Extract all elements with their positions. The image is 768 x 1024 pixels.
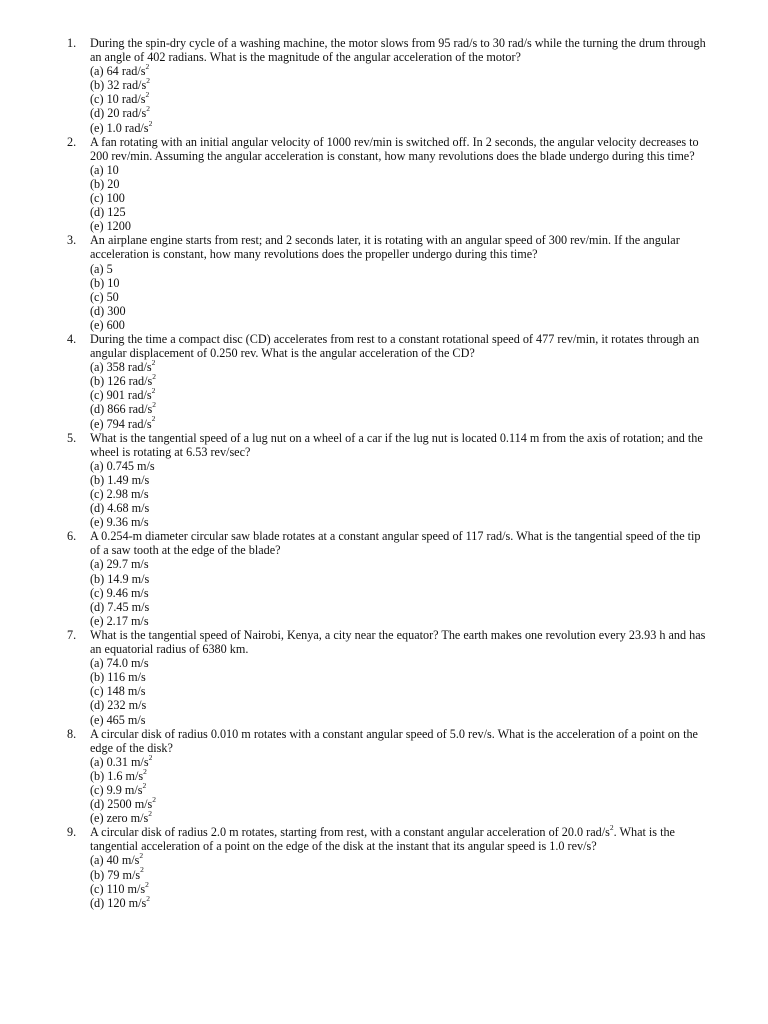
choice-label: (d) [90,106,105,121]
choice-value: 4.68 [107,501,129,516]
choice-unit-exponent: 2 [142,780,147,790]
choice-label: (e) [90,811,104,826]
choice-value: 100 [106,191,125,206]
choice-value: 116 [107,670,126,685]
answer-choices [90,163,710,233]
choice-value: 10 [106,92,119,107]
choice-label: (d) [90,895,105,910]
choice-value: 9.46 [106,585,128,600]
answer-choice [90,614,710,628]
question-5 [0,431,768,530]
choice-label: (c) [90,388,104,403]
choice-unit: rad/s [121,64,146,79]
choice-value: 20 [107,176,120,191]
question-text [90,135,710,163]
choice-value: 50 [106,289,119,304]
question-9 [0,825,768,910]
choice-label: (b) [90,571,105,586]
choice-label: (c) [90,289,104,304]
choice-label: (d) [90,797,105,812]
choice-unit: rad/s [124,120,149,135]
choice-label: (c) [90,585,104,600]
choice-label: (e) [90,120,104,135]
choice-label: (a) [90,360,104,375]
answer-choice [90,766,710,783]
answer-choices [90,262,710,332]
choice-value: 120 [107,895,126,910]
choice-value: 20 [107,106,120,121]
choice-label: (d) [90,501,105,516]
choice-unit: m/s [128,698,147,713]
choice-unit-exponent: 2 [148,809,152,819]
answer-choice [90,177,710,191]
choice-label: (a) [90,656,104,671]
choice-value: 2.98 [106,487,128,501]
choice-value: 0.745 [106,458,134,473]
answer-choice [90,600,710,614]
question-text [90,628,710,656]
answer-choice [90,163,710,177]
choice-unit: rad/s [122,106,147,121]
choice-unit-exponent: 2 [146,104,150,114]
answer-choice [90,304,710,318]
choice-value: 74.0 [106,656,128,671]
choice-label: (b) [90,768,105,783]
choice-unit: m/s [130,487,149,501]
question-6 [0,529,768,628]
question-text-body: During the spin-dry cycle of a washing machine, the motor slows from 95 rad/s to 30 rad/s while the turning the drum through an angle of 402 radians. What is the magnitude of the angular acceleration of the motor? [90,36,706,65]
answer-choices [90,459,710,529]
question-text-body: During the time a compact disc (CD) accelerates from rest to a constant rotational speed of 477 rev/min, it rotates through an angular displacement of 0.250 rev. What is the angular acceleration of the CD? [90,331,700,361]
answer-choices [90,64,710,134]
choice-value: 2.17 [106,613,128,628]
question-text [90,332,710,360]
choice-unit: m/s [121,853,140,868]
answer-choice [90,853,710,867]
choice-unit: m/s [134,797,153,812]
choice-unit: m/s [130,613,149,628]
choice-label: (c) [90,487,104,501]
choice-label: (d) [90,599,105,614]
answer-choice [90,811,710,825]
choice-value: 10 [107,275,120,290]
choice-label: (b) [90,867,105,882]
choice-unit-exponent: 2 [145,879,149,889]
answer-choice [90,780,710,797]
answer-choice [90,290,710,304]
choice-value: 901 [106,388,125,403]
answer-choice [90,106,710,120]
choice-value: 600 [106,317,125,332]
question-text-body: What is the tangential speed of Nairobi, Kenya, a city near the equator? The earth makes one revolution every 23.93 h and has an equatorial radius of 6380 km. [90,627,706,657]
question-text-body: A 0.254-m diameter circular saw blade rotates at a constant angular speed of 117 rad/s. What is the tangential speed of the tip of a saw tooth at the edge of the blade? [90,529,701,558]
question-2 [0,135,768,234]
question-text [90,431,710,459]
choice-unit-exponent: 2 [151,414,156,424]
choice-label: (d) [90,698,105,713]
choice-unit-exponent: 2 [143,766,147,776]
answer-choice [90,276,710,290]
question-text-part: . What is the tangential acceleration of a point on the edge of the disk at the instant that its angular speed is 1.0 rev/s? [90,825,675,854]
answer-choice [90,698,710,712]
answer-choice [90,501,710,515]
answer-choice [90,586,710,600]
choice-label: (c) [90,684,104,699]
choice-label: (d) [90,205,105,220]
answer-choices [90,752,710,826]
answer-choice [90,572,710,586]
choice-unit: m/s [131,599,150,614]
answer-choice [90,893,710,910]
choice-unit-exponent: 2 [152,400,157,410]
choice-unit: rad/s [122,78,147,93]
answer-choice [90,414,710,431]
answer-choice [90,92,710,106]
choice-value: 5 [106,261,113,276]
choice-value: 1200 [106,219,131,234]
choice-unit-exponent: 2 [148,752,153,762]
choice-value: 125 [107,205,126,220]
choice-label: (b) [90,670,105,685]
choice-label: (a) [90,458,104,473]
choice-value: 7.45 [107,599,129,614]
choice-label: (e) [90,219,104,234]
question-number: 9. [67,825,77,840]
question-text [90,727,710,755]
choice-unit: m/s [130,585,149,600]
answer-choice [90,205,710,219]
choice-value: 1.49 [107,472,129,487]
question-text-part: A circular disk of radius 2.0 m rotates, starting from rest, with a constant angular acceleration of 20.0 rad/s [90,825,610,840]
choice-label: (c) [90,191,104,206]
choice-unit-exponent: 2 [139,851,144,861]
choice-value: 14.9 [107,571,129,586]
answer-choice [90,487,710,501]
answer-choice [90,78,710,92]
choice-value: 148 [106,684,125,699]
choice-label: (a) [90,853,104,868]
choice-unit: rad/s [127,388,152,403]
choice-label: (c) [90,92,104,107]
choice-unit: rad/s [128,402,153,417]
choice-value: 465 [106,712,125,727]
choice-value: 2500 [107,797,132,812]
question-number: 4. [67,331,77,346]
choice-label: (b) [90,176,105,191]
choice-unit: rad/s [127,416,152,431]
choice-label: (d) [90,402,105,417]
answer-choice [90,684,710,698]
choice-unit: rad/s [121,92,146,107]
answer-choice [90,515,710,529]
choice-value: 358 [106,360,125,375]
answer-choice [90,879,710,896]
choice-unit: rad/s [128,374,153,389]
question-3 [0,233,768,332]
question-4 [0,332,768,431]
choice-value: 79 [107,867,120,882]
choice-value: 1.6 [107,768,123,783]
choice-unit: m/s [128,670,146,685]
choice-value: 29.7 [106,557,128,572]
choice-value: 64 [106,64,119,79]
answer-choice [90,797,710,811]
choice-unit: m/s [131,472,150,487]
question-text [90,529,710,557]
choice-unit-exponent: 2 [140,865,144,875]
question-number: 5. [67,430,77,445]
answer-choice [90,473,710,487]
choice-value: 32 [107,78,120,93]
answer-choice [90,118,710,135]
answer-choice [90,262,710,276]
answer-choices [90,360,710,430]
choice-unit-exponent: 2 [145,90,150,100]
choice-unit-exponent: 2 [145,62,150,72]
question-text-body: What is the tangential speed of a lug nut on a wheel of a car if the lug nut is located 0.114 m from the axis of rotation; and the wheel is rotating at 6.53 rev/sec? [90,430,703,459]
choice-unit-exponent: 2 [148,118,153,128]
choice-unit-exponent: 2 [152,372,157,382]
choice-label: (a) [90,754,104,769]
question-text-body: An airplane engine starts from rest; and 2 seconds later, it is rotating with an angular speed of 300 rev/min. If the angular acceleration is constant, how many revolutions does the propeller undergo during this time? [90,233,680,262]
choice-label: (e) [90,515,104,530]
choice-unit: m/s [130,656,149,671]
answer-choice [90,360,710,374]
choice-value: zero [106,811,128,826]
choice-label: (c) [90,782,104,797]
choice-unit-exponent: 2 [152,795,157,804]
question-number: 8. [67,726,77,741]
answer-choice [90,656,710,670]
choice-value: 232 [107,698,126,713]
choice-unit: m/s [130,515,149,530]
answer-choice [90,459,710,473]
choice-unit: rad/s [127,360,152,375]
choice-value: 126 [107,374,126,389]
choice-label: (e) [90,317,104,332]
choice-label: (b) [90,78,105,93]
answer-choice [90,713,710,727]
choice-unit: m/s [127,712,146,727]
choice-unit: m/s [130,754,149,769]
question-number: 6. [67,529,77,544]
question-text [90,825,710,853]
choice-label: (e) [90,416,104,431]
choice-unit: m/s [124,782,143,797]
choice-value: 9.36 [106,515,128,530]
choice-label: (a) [90,557,104,572]
choice-unit-exponent: 2 [146,893,150,903]
choice-unit-exponent: 2 [146,76,150,86]
choice-label: (a) [90,162,104,177]
choice-unit-exponent: 2 [151,358,156,368]
choice-label: (b) [90,472,105,487]
choice-value: 794 [106,416,125,431]
question-list [0,36,768,910]
choice-unit: m/s [128,895,147,910]
choice-unit: m/s [127,881,146,896]
choice-label: (c) [90,881,104,896]
choice-label: (a) [90,64,104,79]
question-number: 1. [67,36,77,50]
answer-choices [90,557,710,627]
choice-value: 40 [106,853,119,868]
answer-choice [90,374,710,388]
choice-value: 0.31 [106,754,128,769]
choice-label: (d) [90,303,105,318]
question-text-body: A circular disk of radius 0.010 m rotates with a constant angular speed of 5.0 rev/s. What is the acceleration of a point on the edge of the disk? [90,726,698,755]
choice-unit: m/s [130,811,149,826]
choice-value: 1.0 [106,120,122,135]
choice-unit: m/s [122,867,141,882]
choice-value: 9.9 [106,782,122,797]
choice-value: 866 [107,402,126,417]
answer-choice [90,670,710,684]
choice-value: 110 [106,881,125,896]
question-text [90,233,710,261]
answer-choice [90,402,710,416]
answer-choice [90,388,710,402]
choice-unit: m/s [131,571,150,586]
answer-choices [90,656,710,726]
question-number: 3. [67,233,77,248]
question-number: 7. [67,627,77,642]
answer-choice [90,64,710,78]
answer-choice [90,752,710,769]
choice-label: (a) [90,261,104,276]
choice-label: (e) [90,613,104,628]
choice-label: (b) [90,275,105,290]
answer-choice [90,318,710,332]
question-1 [0,36,768,135]
choice-label: (e) [90,712,104,727]
question-number: 2. [67,134,77,149]
question-text [90,36,710,64]
choice-unit-exponent: 2 [151,386,156,396]
choice-value: 300 [107,303,126,318]
answer-choice [90,865,710,882]
choice-unit: m/s [125,768,144,783]
choice-unit: m/s [130,557,149,572]
question-7 [0,628,768,727]
answer-choice [90,219,710,233]
question-8 [0,727,768,826]
choice-value: 10 [106,162,119,177]
choice-unit: m/s [131,501,150,516]
answer-choice [90,557,710,571]
answer-choices [90,853,710,909]
question-text-body: A fan rotating with an initial angular velocity of 1000 rev/min is switched off. In 2 seconds, the angular velocity decreases to 200 rev/min. Assuming the angular acceleration is constant, how many revolutions does the blade undergo during this time? [90,134,699,163]
choice-label: (b) [90,374,105,389]
choice-unit: m/s [137,458,155,473]
choice-unit: m/s [127,684,146,699]
answer-choice [90,191,710,205]
question-text-superscript: 2 [609,823,614,833]
